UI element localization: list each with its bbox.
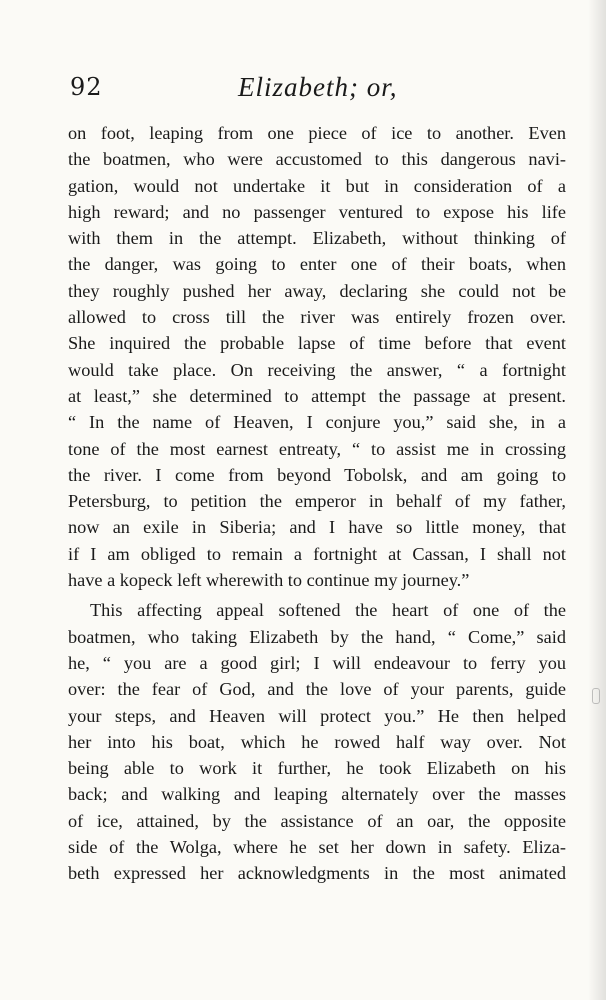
binding-mark <box>592 688 600 704</box>
text-line: have a kopeck left wherewith to continue my journey.” <box>68 570 470 591</box>
text-line: if I am obliged to remain a fortnight at Cassan, I shall not <box>68 543 566 564</box>
text-line: side of the Wolga, where he set her down in safety. Eliza- <box>68 837 566 858</box>
text-line: “ In the name of Heaven, I conjure you,” said she, in a <box>68 412 566 433</box>
text-line: She inquired the probable lapse of time before that event <box>68 333 566 354</box>
text-line: high reward; and no passenger ventured to expose his life <box>68 201 566 222</box>
paragraph-1 <box>68 120 566 593</box>
text-line: would take place. On receiving the answer, “ a fortnight <box>68 359 566 380</box>
text-line: the river. I come from beyond Tobolsk, and am going to <box>68 464 566 485</box>
text-line: gation, would not undertake it but in consideration of a <box>68 175 566 196</box>
text-line: being able to work it further, he took Elizabeth on his <box>68 758 566 779</box>
paragraph-2 <box>68 597 566 886</box>
page-number: 92 <box>70 73 103 101</box>
text-line: your steps, and Heaven will protect you.” He then helped <box>68 705 566 726</box>
text-line: tone of the most earnest entreaty, “ to assist me in crossing <box>68 438 566 459</box>
text-line: on foot, leaping from one piece of ice to another. Even <box>68 123 566 143</box>
text-line: at least,” she determined to attempt the passage at present. <box>68 385 566 406</box>
running-head: Elizabeth; or, <box>238 72 398 102</box>
text-line: allowed to cross till the river was entirely frozen over. <box>68 307 566 328</box>
text-line: back; and walking and leaping alternately over the masses <box>68 784 566 805</box>
text-line: with them in the attempt. Elizabeth, without thinking of <box>68 228 566 249</box>
text-line: boatmen, who taking Elizabeth by the hand, “ Come,” said <box>68 626 566 647</box>
text-line: of ice, attained, by the assistance of an oar, the opposite <box>68 810 566 831</box>
text-line: over: the fear of God, and the love of your parents, guide <box>68 679 566 700</box>
text-line: her into his boat, which he rowed half way over. Not <box>68 731 566 752</box>
text-line: beth expressed her acknowledgments in the most animated <box>68 863 566 884</box>
page-edge-shadow <box>588 0 606 1000</box>
text-line: Petersburg, to petition the emperor in behalf of my father, <box>68 491 566 512</box>
text-line: they roughly pushed her away, declaring she could not be <box>68 280 566 301</box>
text-line: now an exile in Siberia; and I have so little money, that <box>68 517 566 538</box>
body-text <box>68 120 566 887</box>
page-header <box>68 72 568 106</box>
text-line: he, “ you are a good girl; I will endeavour to ferry you <box>68 652 566 673</box>
text-line: the danger, was going to enter one of their boats, when <box>68 254 566 275</box>
text-line: the boatmen, who were accustomed to this dangerous navi- <box>68 149 566 170</box>
text-line: This affecting appeal softened the heart of one of the <box>90 600 566 621</box>
